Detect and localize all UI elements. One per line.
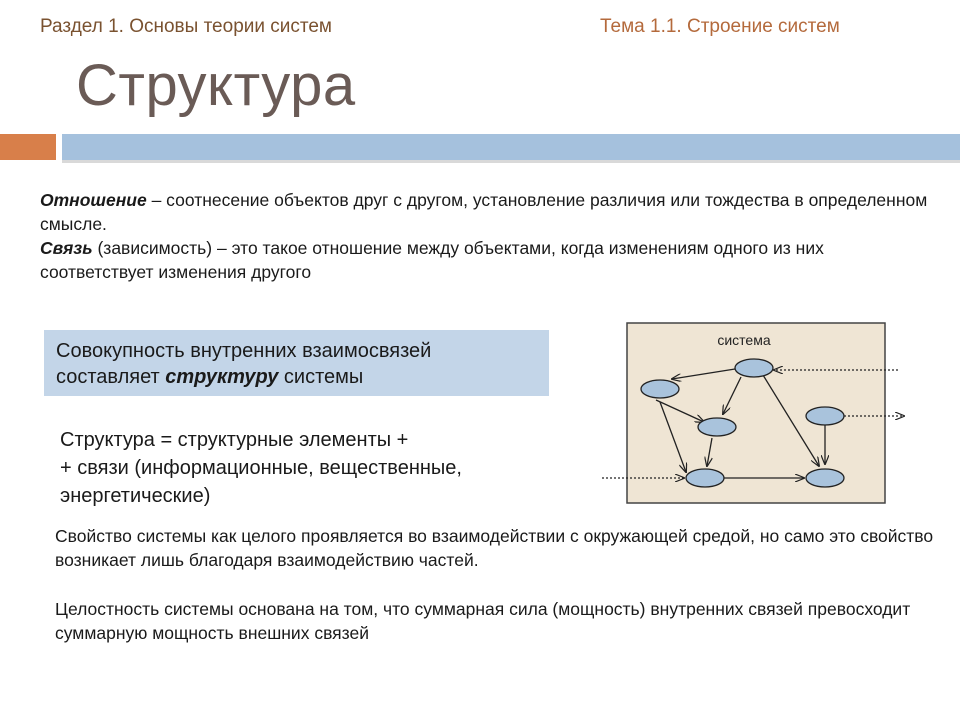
callout-line-1: Совокупность внутренних взаимосвязей xyxy=(56,340,432,362)
topic-header: Тема 1.1. Строение систем xyxy=(600,16,840,37)
section-header: Раздел 1. Основы теории систем xyxy=(40,16,332,37)
property-paragraph: Свойство системы как целого проявляется во взаимодействии с окружающей средой, но само это свойство возникает лишь благодаря взаимодействию частей. xyxy=(55,526,934,570)
structure-formula xyxy=(60,426,560,510)
title-bar-shadow xyxy=(62,160,960,163)
callout-emphasis: структуру xyxy=(165,366,279,388)
definition-term: Связь xyxy=(40,238,93,258)
slide-title: Структура xyxy=(76,53,356,118)
definitions-block xyxy=(40,188,940,284)
system-element-node xyxy=(806,469,844,487)
definition-relation xyxy=(40,188,940,236)
definition-link xyxy=(40,236,940,284)
system-element-node xyxy=(686,469,724,487)
definition-text: – соотнесение объектов друг с другом, установление различия или тождества в определенном смысле. xyxy=(40,190,928,234)
system-element-node xyxy=(698,418,736,436)
body-text xyxy=(55,524,935,670)
system-element-node xyxy=(806,407,844,425)
system-element-node xyxy=(641,380,679,398)
callout-text: системы xyxy=(278,366,364,388)
formula-line-2: + связи (информационные, вещественные, xyxy=(60,457,462,479)
system-element-node xyxy=(735,359,773,377)
system-diagram xyxy=(598,318,918,518)
callout-text: составляет xyxy=(56,366,166,388)
system-boundary xyxy=(627,323,885,503)
formula-line-1: Структура = структурные элементы + xyxy=(60,429,409,451)
definition-text: (зависимость) – это такое отношение между объектами, когда изменениям одного из них соответствует изменения другого xyxy=(40,238,824,282)
formula-line-3: энергетические) xyxy=(60,485,211,507)
structure-callout xyxy=(44,330,549,396)
title-underline-bar xyxy=(62,134,960,160)
system-label: система xyxy=(717,332,771,348)
callout-line-2 xyxy=(56,364,537,390)
accent-bar xyxy=(0,134,56,160)
integrity-paragraph: Целостность системы основана на том, что суммарная сила (мощность) внутренних связей превосходит суммарную мощность внешних связей xyxy=(55,599,911,643)
definition-term: Отношение xyxy=(40,190,147,210)
